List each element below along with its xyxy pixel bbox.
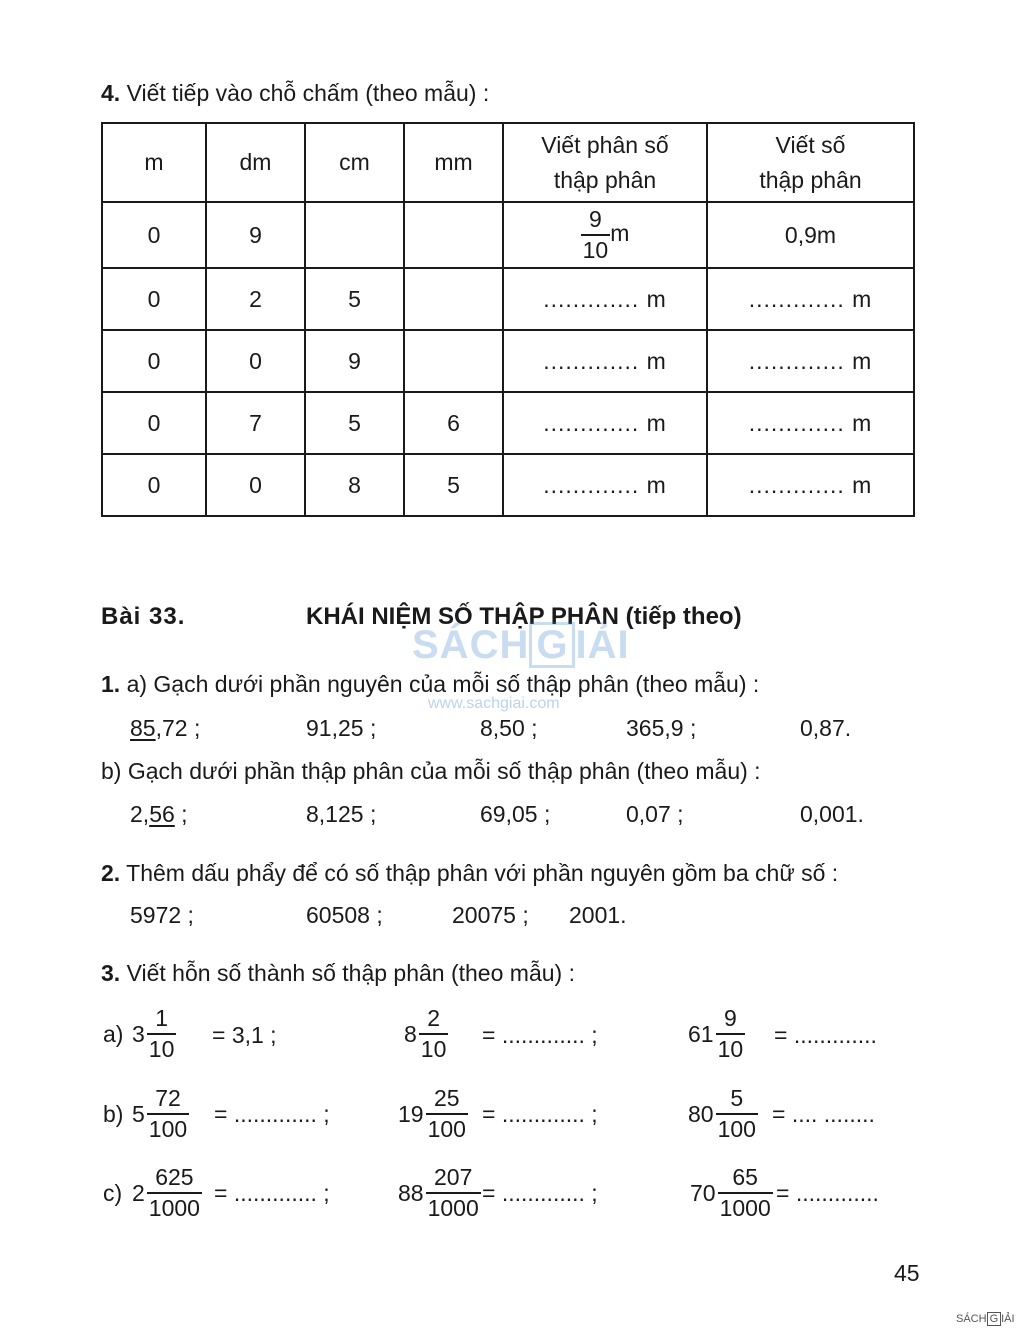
- question-number: 1.: [101, 671, 121, 697]
- answer-blank[interactable]: ............. m: [707, 392, 914, 454]
- q3-instruction: [101, 960, 575, 987]
- fraction-denominator: 10: [717, 1036, 744, 1062]
- fraction: [426, 1087, 468, 1141]
- fraction-numerator: 9: [581, 208, 611, 236]
- fraction-numerator: 207: [426, 1166, 481, 1194]
- fraction-numerator: 65: [718, 1166, 773, 1194]
- header-cell: [503, 123, 707, 202]
- table-cell: 0: [102, 454, 206, 516]
- answer-blank[interactable]: = ............. ;: [482, 1180, 598, 1206]
- answer-blank[interactable]: = ............. ;: [482, 1101, 598, 1127]
- fraction-numerator: 9: [716, 1007, 746, 1035]
- mixed-whole: 61: [688, 1020, 714, 1047]
- answer-blank[interactable]: ............. m: [503, 392, 707, 454]
- mixed-whole: 70: [690, 1179, 716, 1206]
- question-text: Viết hỗn số thành số thập phân (theo mẫu) :: [126, 960, 575, 986]
- lesson-title-main: KHÁI NIỆM SỐ THẬP PHÂN: [306, 603, 619, 630]
- fraction-numerator: 625: [147, 1166, 202, 1194]
- table-row: [102, 454, 914, 516]
- mixed-number: [132, 1083, 189, 1145]
- answer-blank[interactable]: ............. m: [503, 330, 707, 392]
- table-cell: 5: [305, 268, 404, 330]
- table-cell: 9: [206, 202, 305, 268]
- q1b-item: 8,125 ;: [306, 801, 377, 827]
- table-cell: 6: [404, 392, 503, 454]
- mixed-whole: 5: [132, 1100, 145, 1127]
- footer-logo-left: SÁCH: [956, 1313, 987, 1325]
- mixed-whole: 3: [132, 1020, 145, 1047]
- mixed-whole: 19: [398, 1100, 424, 1127]
- answer-blank[interactable]: ............. m: [503, 268, 707, 330]
- q3-row-label: b): [103, 1100, 124, 1127]
- q1b-instruction: b) Gạch dưới phần thập phân của mỗi số thập phân (theo mẫu) :: [101, 758, 761, 784]
- fraction-numerator: 25: [426, 1087, 468, 1115]
- lesson-title-sub: (tiếp theo): [625, 603, 742, 630]
- watermark-url: www.sachgiai.com: [428, 695, 560, 712]
- sample-post: ;: [174, 801, 188, 827]
- q2-item: 2001.: [569, 902, 627, 928]
- table-cell: 0: [102, 330, 206, 392]
- footer-logo-box: G: [987, 1312, 1002, 1326]
- answer-blank[interactable]: = ............. ;: [214, 1180, 330, 1206]
- exercise-4-title: [101, 80, 489, 107]
- table-cell: 0: [102, 392, 206, 454]
- mixed-number: [398, 1162, 481, 1224]
- header-decimal-label: Viết số thập phân: [759, 131, 862, 193]
- sample-pre: 2,: [130, 801, 150, 827]
- table-cell: [404, 268, 503, 330]
- footer-logo: [956, 1312, 1015, 1326]
- table-cell: 7: [206, 392, 305, 454]
- answer-blank[interactable]: = .............: [774, 1022, 877, 1048]
- watermark-g-box: G: [529, 622, 575, 668]
- question-text: a) Gạch dưới phần nguyên của mỗi số thập phân (theo mẫu) :: [126, 671, 760, 697]
- fraction-denominator: 100: [717, 1116, 756, 1142]
- q1a-item: 365,9 ;: [626, 715, 697, 741]
- fraction: [716, 1007, 746, 1061]
- q3-row-label: a): [103, 1020, 124, 1047]
- table-cell: 5: [404, 454, 503, 516]
- q1a-item: 91,25 ;: [306, 715, 377, 741]
- q2-item: 5972 ;: [130, 902, 194, 928]
- question-text: Thêm dấu phẩy để có số thập phân với phần nguyên gồm ba chữ số :: [126, 860, 839, 886]
- table-cell: 0: [206, 454, 305, 516]
- q1a-sample: [130, 715, 200, 742]
- fraction: [716, 1087, 758, 1141]
- fraction-denominator: 10: [148, 1036, 175, 1062]
- q1a-item: 8,50 ;: [480, 715, 538, 741]
- header-cell: [707, 123, 914, 202]
- lesson-number: Bài 33.: [101, 603, 186, 630]
- q2-instruction: [101, 860, 838, 887]
- fraction-numerator: 1: [147, 1007, 177, 1035]
- q2-item: 60508 ;: [306, 902, 383, 928]
- table-row: [102, 268, 914, 330]
- fraction-unit: m: [610, 220, 630, 247]
- fraction-denominator: 10: [420, 1036, 447, 1062]
- question-number: 2.: [101, 860, 121, 886]
- table-cell: [404, 202, 503, 268]
- header-cell: dm: [206, 123, 305, 202]
- answer-blank[interactable]: ............. m: [707, 330, 914, 392]
- fraction: [147, 1007, 177, 1061]
- mixed-number: [132, 1162, 202, 1224]
- table-cell: 0: [102, 268, 206, 330]
- table-cell: [404, 330, 503, 392]
- q3-row-label: c): [103, 1179, 123, 1206]
- mixed-whole: 2: [132, 1179, 145, 1206]
- fraction-denominator: 100: [427, 1116, 466, 1142]
- table-cell: 0: [206, 330, 305, 392]
- mixed-number: [688, 1083, 758, 1145]
- mixed-number: [404, 1003, 448, 1065]
- answer-blank[interactable]: ............. m: [707, 268, 914, 330]
- exercise-number: 4.: [101, 80, 121, 106]
- table-header-row: [102, 123, 914, 202]
- table-row: [102, 392, 914, 454]
- fraction-denominator: 1000: [427, 1195, 479, 1221]
- question-number: 3.: [101, 960, 121, 986]
- answer: = 3,1 ;: [212, 1022, 277, 1048]
- fraction: [147, 1087, 189, 1141]
- underlined-part: 56: [149, 801, 175, 827]
- fraction-denominator: 100: [148, 1116, 188, 1142]
- answer-blank[interactable]: = ............. ;: [214, 1101, 330, 1127]
- header-cell: cm: [305, 123, 404, 202]
- q1a-instruction: [101, 671, 759, 698]
- table-row: [102, 330, 914, 392]
- header-cell: m: [102, 123, 206, 202]
- sample-decimal-cell: 0,9m: [707, 202, 914, 268]
- unit-conversion-table: [101, 122, 915, 517]
- watermark-logo: [412, 622, 630, 668]
- fraction: [581, 208, 611, 262]
- answer-blank[interactable]: = ............. ;: [482, 1022, 598, 1048]
- table-cell: [305, 202, 404, 268]
- mixed-number: [688, 1003, 745, 1065]
- table-row: [102, 202, 914, 268]
- exercise-instruction: Viết tiếp vào chỗ chấm (theo mẫu) :: [126, 80, 490, 106]
- underlined-part: 85: [130, 715, 156, 741]
- answer-blank[interactable]: = .............: [776, 1180, 879, 1206]
- fraction: [147, 1166, 202, 1220]
- mixed-whole: 88: [398, 1179, 424, 1206]
- fraction-denominator: 1000: [148, 1195, 200, 1221]
- fraction: [426, 1166, 481, 1220]
- q1b-item: 69,05 ;: [480, 801, 551, 827]
- fraction: [419, 1007, 449, 1061]
- page-number: 45: [894, 1260, 920, 1286]
- table-cell: 0: [102, 202, 206, 268]
- header-cell: mm: [404, 123, 503, 202]
- footer-logo-right: IẢI: [1001, 1313, 1015, 1325]
- mixed-number: [132, 1003, 176, 1065]
- mixed-number: [690, 1162, 773, 1224]
- fraction-denominator: 1000: [719, 1195, 771, 1221]
- table-cell: 9: [305, 330, 404, 392]
- fraction-denominator: 10: [582, 237, 609, 263]
- q1b-sample: [130, 801, 188, 828]
- sample-fraction-cell: [503, 202, 707, 268]
- q2-item: 20075 ;: [452, 902, 529, 928]
- q1a-item: 0,87.: [800, 715, 852, 741]
- q1b-item: 0,001.: [800, 801, 864, 827]
- mixed-whole: 8: [404, 1020, 417, 1047]
- answer-blank[interactable]: = .... ........: [772, 1101, 875, 1127]
- watermark-text-right: IẢI: [575, 623, 630, 667]
- fraction-numerator: 2: [419, 1007, 449, 1035]
- fraction-numerator: 5: [716, 1087, 758, 1115]
- q1b-item: 0,07 ;: [626, 801, 684, 827]
- sample-rest: ,72 ;: [155, 715, 201, 741]
- header-fraction-label: Viết phân số thập phân: [541, 131, 669, 193]
- answer-blank[interactable]: ............. m: [503, 454, 707, 516]
- table-cell: 5: [305, 392, 404, 454]
- mixed-number: [398, 1083, 468, 1145]
- watermark-text-left: SÁCH: [412, 623, 530, 667]
- mixed-whole: 80: [688, 1100, 714, 1127]
- table-cell: 2: [206, 268, 305, 330]
- answer-blank[interactable]: ............. m: [707, 454, 914, 516]
- fraction-numerator: 72: [147, 1087, 189, 1115]
- table-cell: 8: [305, 454, 404, 516]
- fraction: [718, 1166, 773, 1220]
